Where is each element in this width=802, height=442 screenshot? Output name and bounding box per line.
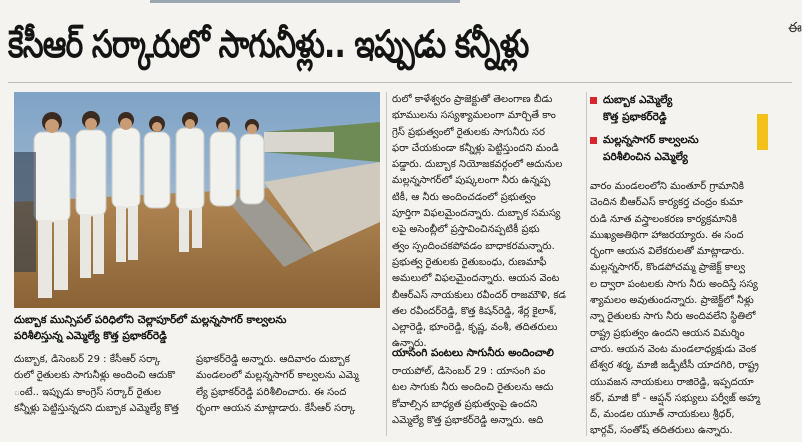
article-body-col-1: [14, 352, 190, 417]
section-subhead: యాసంగి పంటలు సాగునీరు అందించాలి: [392, 347, 554, 359]
text-line: మండలంలో మల్లన్నసాగర్ కాల్వలను ఎమ్మె: [196, 370, 359, 382]
text-line: రులో రైతులకు సాగునీళ్లు అందించి ఆదుకొ: [14, 370, 175, 382]
text-line: లపై అసెంబ్లీలో ప్రస్తావించినప్పటికీ ప్రభు: [392, 224, 540, 236]
text-line: మల్లన్నసాగర్, కొండపోచమ్మ ప్రాజెక్ట్ కాల్వ: [590, 262, 746, 274]
text-line: ముఖ్యఅతిథిగా హాజరయ్యారు. ఈ సంద: [590, 229, 744, 241]
adjacent-article-fragment: ఈ: [788, 20, 802, 36]
highlight-line: పరిశీలించిన ఎమ్మెల్యే: [603, 151, 688, 163]
text-line: న్నా రైతులకు సాగు నీరు అందివలేని స్థితిలో: [590, 311, 756, 323]
text-line: గ్రెస్ ప్రభుత్వంలో రైతులకు సాగునీరు సర: [392, 126, 545, 138]
text-line: ఉన్నారు.: [392, 338, 427, 350]
text-line: రాయపోల్, డిసెంబర్ 29 : యాసంగి పం: [392, 366, 546, 377]
text-line: టల సాగుకు నీరు అందించి రైతులను ఆదు: [392, 382, 554, 394]
text-line: రులో కాళేశ్వరం ప్రాజెక్టుతో తెలంగాణ బీడు: [392, 94, 553, 105]
article-body-col-3: [392, 92, 582, 353]
text-line: పడ్డారు. దుబ్బాక నియోజకవర్గంలో ఆదునుల: [392, 159, 563, 171]
text-line: దుబ్బాక, డిసెంబర్ 29 : కేసీఆర్ సర్కా: [14, 354, 161, 365]
highlight-accent-bar: [757, 114, 768, 150]
headline-divider: [8, 82, 792, 83]
text-line: ంటే.. ఇప్పుడు కాంగ్రెస్ సర్కార్ రైతుల: [14, 386, 161, 398]
photo-caption: [14, 312, 380, 344]
text-line: ర్భంగా ఆయన మాట్లాడారు. కేసీఆర్ సర్కా: [196, 402, 356, 414]
highlights-box: [590, 92, 780, 170]
caption-line: దుబ్బాక మున్సిపల్ పరిధిలోని చెల్లాపూర్‌లో మల్లన్నసాగర్ కాల్వలను: [14, 314, 287, 326]
text-line: యువజన నాయకులు రాజిరెడ్డి, ఇప్పదయా: [590, 376, 754, 388]
text-line: పూర్తిగా విఫలమైందన్నారు. దుబ్బాక సమస్య: [392, 208, 561, 220]
highlight-line: కొత్త ప్రభాకర్‌రెడ్డి: [603, 111, 667, 123]
text-line: అమలులో విఫలమైందన్నారు. ఆయన వెంట: [392, 273, 560, 285]
text-line: కర్, మాజీ కో - ఆప్షన్ సభ్యులు పర్వీజ్ అహ్మ: [590, 392, 760, 404]
highlight-line: మల్లన్నసాగర్ కాల్వలను: [603, 134, 699, 146]
text-line: వారం మండలంలోని మంతూర్ గ్రామానికి: [590, 181, 744, 192]
text-line: ప్రభుత్వ రైతులకు రైతుబంధు, రుణమాఫీ: [392, 256, 547, 268]
caption-line: పరిశీలిస్తున్న ఎమ్మెల్యే కొత్త ప్రభాకర్‌రెడ్డి: [14, 330, 167, 342]
text-line: చారు. ఆయన వెంట మండలాధ్యక్షుడు వెంక: [590, 343, 757, 355]
text-line: ర్భంగా ఆయన విలేకరులతో మాట్లాడారు.: [590, 246, 745, 258]
bullet-icon: [590, 137, 597, 144]
bullet-icon: [590, 97, 597, 104]
text-line: రాష్ట్ర ప్రభుత్వం ఉందని ఆయన విమర్శిం: [590, 327, 745, 339]
highlight-item: [590, 132, 699, 166]
photo-illustration: [14, 92, 380, 308]
text-line: ఎల్లారెడ్డి, భూంరెడ్డి, కృష్ణ, వంశీ, తదితరులు: [392, 322, 558, 334]
text-line: టేశ్వర శర్మ, మాజీ జడ్పీటీసీ యాదగిరి, రాష్ట్ర: [590, 360, 759, 372]
text-line: కన్నీళ్లు పెట్టిస్తున్నదని దుబ్బాక ఎమ్మెల్యే కొత్త: [14, 402, 179, 414]
text-line: చెందిన బీఆర్‌ఎస్ కార్యకర్త చంద్రం కుమా: [590, 197, 743, 209]
column-divider: [386, 92, 387, 436]
text-line: శ్యామలం అవుతుందన్నారు. ప్రాజెక్ట్‌లో నీళ్లు: [590, 295, 754, 307]
text-line: ల్యే ప్రభాకర్‌రెడ్డి పరిశీలించారు. ఈ సంద: [196, 386, 347, 398]
text-line: త్వం స్పందించకపోవడం బాధాకరమన్నారు.: [392, 240, 555, 252]
text-line: టికీ, ఆ నీరు అందించడంలో ప్రభుత్వం: [392, 191, 536, 203]
news-photo: [14, 92, 380, 308]
highlight-item: [590, 92, 672, 126]
text-line: రుడి నూత వస్త్రాలంకరణ కార్యక్రమానికి: [590, 213, 737, 225]
text-line: భూములను సస్యశ్యామలంగా మార్చితే కాం: [392, 110, 556, 122]
article-body-col-3b: [392, 364, 582, 429]
text-line: మల్లన్నసాగర్‌లో పుష్కలంగా నీరు ఉన్నప్ప: [392, 175, 551, 187]
text-line: ప్రభాకర్‌రెడ్డి అన్నారు. ఆదివారం దుబ్బాక: [196, 354, 350, 365]
text-line: భార్గవ్, సంతోష్ తదితరులు ఉన్నారు.: [590, 425, 733, 437]
article-body-col-4: [590, 179, 780, 440]
text-line: ఎమ్మెల్యే కొత్త ప్రభాకర్‌రెడ్డి అన్నారు. ఆది: [392, 414, 544, 426]
column-divider: [586, 92, 587, 436]
text-line: తల రవీందర్‌రెడ్డి, కొత్త కిషన్‌రెడ్డి, శేర్ల కైలాశ్,: [392, 305, 557, 317]
article-headline: కేసీఆర్ సర్కారులో సాగునీళ్లు.. ఇప్పుడు కన్నీళ్లు: [8, 22, 529, 66]
text-line: బీఆర్‌ఎస్ నాయకులు రవీందర్ రాజమౌళి, కడ: [392, 289, 566, 301]
highlight-line: దుబ్బాక ఎమ్మెల్యే: [603, 94, 673, 106]
text-line: ద్, మండల యూత్ నాయకులు శ్రీధర్,: [590, 409, 735, 421]
text-line: ఫరా చేయకుండా కన్నీళ్లు పెట్టిస్తుందని మండి: [392, 142, 559, 154]
text-line: కోవాల్సిన బాధ్యత ప్రభుత్వంపై ఉందని: [392, 398, 538, 410]
top-accent-bar: [150, 0, 460, 3]
text-line: ల ద్వారా పంటలకు సాగు నీరు అందిస్తే సస్య: [590, 278, 758, 290]
article-body-col-2: [196, 352, 384, 417]
